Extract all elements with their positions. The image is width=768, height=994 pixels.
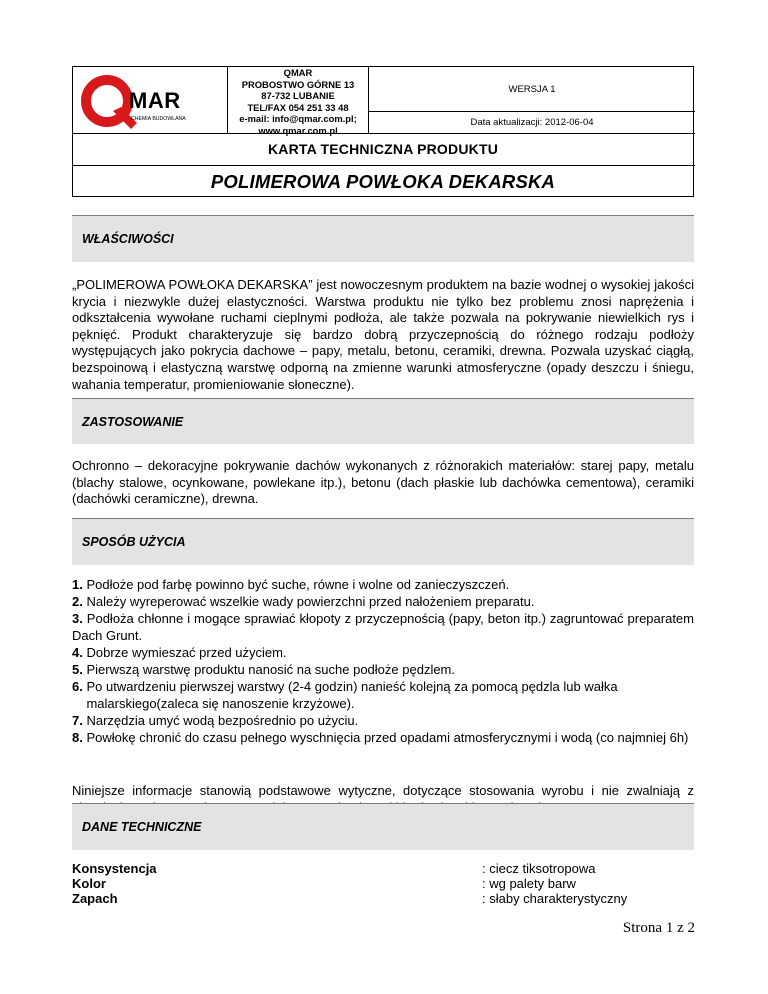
section-header-properties	[72, 215, 694, 262]
address-line: 87-732 LUBANIE	[261, 90, 335, 102]
section-title: DANE TECHNICZNE	[82, 820, 202, 834]
version-label: WERSJA 1	[508, 83, 556, 95]
website-line: www.qmar.com.pl	[258, 124, 338, 136]
section-title: SPOSÓB UŻYCIA	[82, 535, 186, 549]
usage-step: 5. Pierwszą warstwę produktu nanosić na suche podłoże pędzlem.	[72, 662, 456, 677]
company-name: QMAR	[283, 67, 313, 78]
section-header-technical	[72, 803, 694, 850]
tech-label: Konsystencja	[72, 861, 157, 876]
section-header-application	[72, 398, 694, 444]
usage-note: Niniejsze informacje stanowią podstawowe wytyczne, dotyczące stosowania wyrobu i nie zwalniają z	[72, 783, 694, 798]
company-logo	[79, 75, 227, 131]
document-type: KARTA TECHNICZNA PRODUKTU	[267, 141, 499, 157]
section-title: ZASTOSOWANIE	[82, 414, 184, 429]
properties-text: „POLIMEROWA POWŁOKA DEKARSKA” jest nowoczesnym produktem na bazie wodnej o wysokiej jakości krycia i niezwykle dużej elastyczności. Warstwa produktu nie tylko bez problemu znosi naprężenia i odkształcenia wywołane ruchami cieplnymi podłoża, ale także pozwala na pokrywanie niewielkich rys i pęknięć. Produkt charakteryzuje się bardzo dobrą przyczepnością do różnego rodzaju podłoży występujących jako pokrycia dachowe – papy, metalu, betonu, ceramiki, drewna. Pozwala uzyskać ciągłą, bezspoinową i elastyczną warstwę odporną na zmienne warunki atmosferyczne (opady deszczu i śniegu, wahania temperatur, promieniowanie słoneczne).	[72, 277, 694, 392]
phone-line: TEL/FAX 054 251 33 48	[247, 101, 349, 113]
update-date: Data aktualizacji: 2012-06-04	[470, 116, 594, 128]
tech-label: Kolor	[72, 876, 106, 891]
usage-step: 3. Podłoża chłonne i mogące sprawiać kłopoty z przyczepnością (papy, beton itp.) zagruntować preparatem Dach Grunt.	[72, 611, 694, 643]
tech-value: : ciecz tiksotropowa	[482, 861, 596, 876]
usage-step: 4. Dobrze wymieszać przed użyciem.	[72, 645, 287, 660]
usage-step: 1. Podłoże pod farbę powinno być suche, równe i wolne od zanieczyszczeń.	[72, 577, 510, 592]
email-line: e-mail: info@qmar.com.pl;	[239, 113, 357, 125]
svg-text:MAR: MAR	[129, 88, 181, 113]
application-text: Ochronno – dekoracyjne pokrywanie dachów wykonanych z różnorakich materiałów: starej papy, metalu (blachy stalowe, ocynkowane, powlekane itp.), betonu (dach płaskie lub dachówka cementowa), ceramiki (dachówki ceramiczne), drewna.	[72, 458, 694, 507]
section-header-usage	[72, 518, 694, 565]
address-line: PROBOSTWO GÓRNE 13	[241, 78, 355, 90]
section-title: WŁAŚCIWOŚCI	[82, 232, 174, 246]
tech-value: : słaby charakterystyczny	[482, 891, 628, 906]
usage-step: 2. Należy wyreperować wszelkie wady powierzchni przed nałożeniem preparatu.	[72, 594, 535, 609]
tech-label: Zapach	[72, 891, 118, 906]
company-address	[229, 67, 367, 136]
tech-value: : wg palety barw	[482, 876, 576, 891]
usage-step: 6. Po utwardzeniu pierwszej warstwy (2-4 godzin) nanieść kolejną za pomocą pędzla lub wałka malarskiego(zaleca się nanoszenie krzyżowe).	[72, 679, 618, 711]
product-title: POLIMEROWA POWŁOKA DEKARSKA	[210, 170, 556, 192]
page-number: Strona 1 z 2	[622, 920, 695, 936]
document-header	[72, 66, 694, 197]
usage-step: 8. Powłokę chronić do czasu pełnego wyschnięcia przed opadami atmosferycznymi i wodą (co najmniej 6h)	[72, 730, 689, 745]
usage-step: 7. Narzędzia umyć wodą bezpośrednio po użyciu.	[72, 713, 359, 728]
svg-text:CHEMIA BUDOWLANA: CHEMIA BUDOWLANA	[131, 116, 186, 122]
